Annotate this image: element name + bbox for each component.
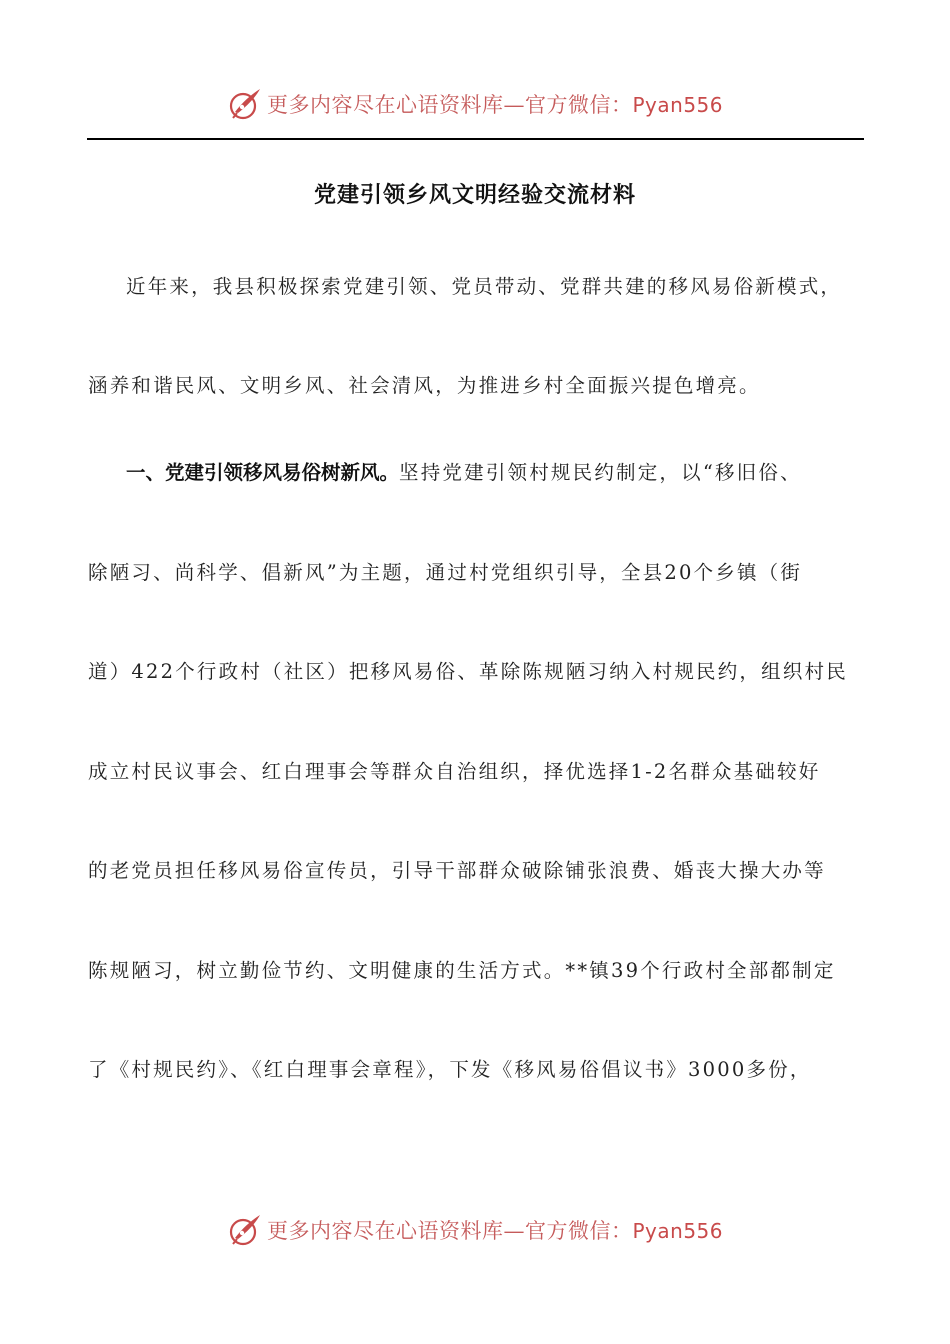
header-brand bbox=[0, 84, 950, 124]
section-1-first-line bbox=[126, 458, 864, 488]
section-1-heading: 一、党建引领移风易俗树新风。 bbox=[126, 461, 400, 484]
paragraph-line: 成立村民议事会、红白理事会等群众自治组织，择优选择1-2名群众基础较好 bbox=[88, 760, 821, 783]
footer-brand bbox=[0, 1210, 950, 1250]
footer-brand-id: Pyan556 bbox=[632, 1219, 723, 1243]
quill-pen-logo-icon bbox=[227, 86, 263, 122]
paragraph-line: 除陋习、尚科学、倡新风”为主题，通过村党组织引导，全县20个乡镇（街 bbox=[88, 561, 803, 584]
paragraph-line: 涵养和谐民风、文明乡风、社会清风，为推进乡村全面振兴提色增亮。 bbox=[88, 374, 761, 397]
quill-pen-logo-icon bbox=[227, 1212, 263, 1248]
footer-brand-text: 更多内容尽在心语资料库—官方微信： bbox=[266, 1219, 633, 1243]
paragraph-line: 道）422个行政村（社区）把移风易俗、革除陈规陋习纳入村规民约，组织村民 bbox=[88, 660, 848, 683]
paragraph-line: 了《村规民约》、《红白理事会章程》，下发《移风易俗倡议书》3000多份， bbox=[88, 1058, 812, 1081]
paragraph-line: 陈规陋习，树立勤俭节约、文明健康的生活方式。**镇39个行政村全部都制定 bbox=[88, 959, 836, 982]
header-divider bbox=[87, 138, 864, 140]
header-brand-text: 更多内容尽在心语资料库—官方微信： bbox=[266, 93, 633, 117]
paragraph-line: 坚持党建引领村规民约制定，以“移旧俗、 bbox=[399, 461, 802, 484]
document-title: 党建引领乡风文明经验交流材料 bbox=[313, 183, 636, 208]
header-brand-id: Pyan556 bbox=[632, 93, 723, 117]
paragraph-line: 的老党员担任移风易俗宣传员，引导干部群众破除铺张浪费、婚丧大操大办等 bbox=[88, 859, 826, 882]
paragraph-line: 近年来，我县积极探索党建引领、党员带动、党群共建的移风易俗新模式， bbox=[126, 275, 843, 298]
